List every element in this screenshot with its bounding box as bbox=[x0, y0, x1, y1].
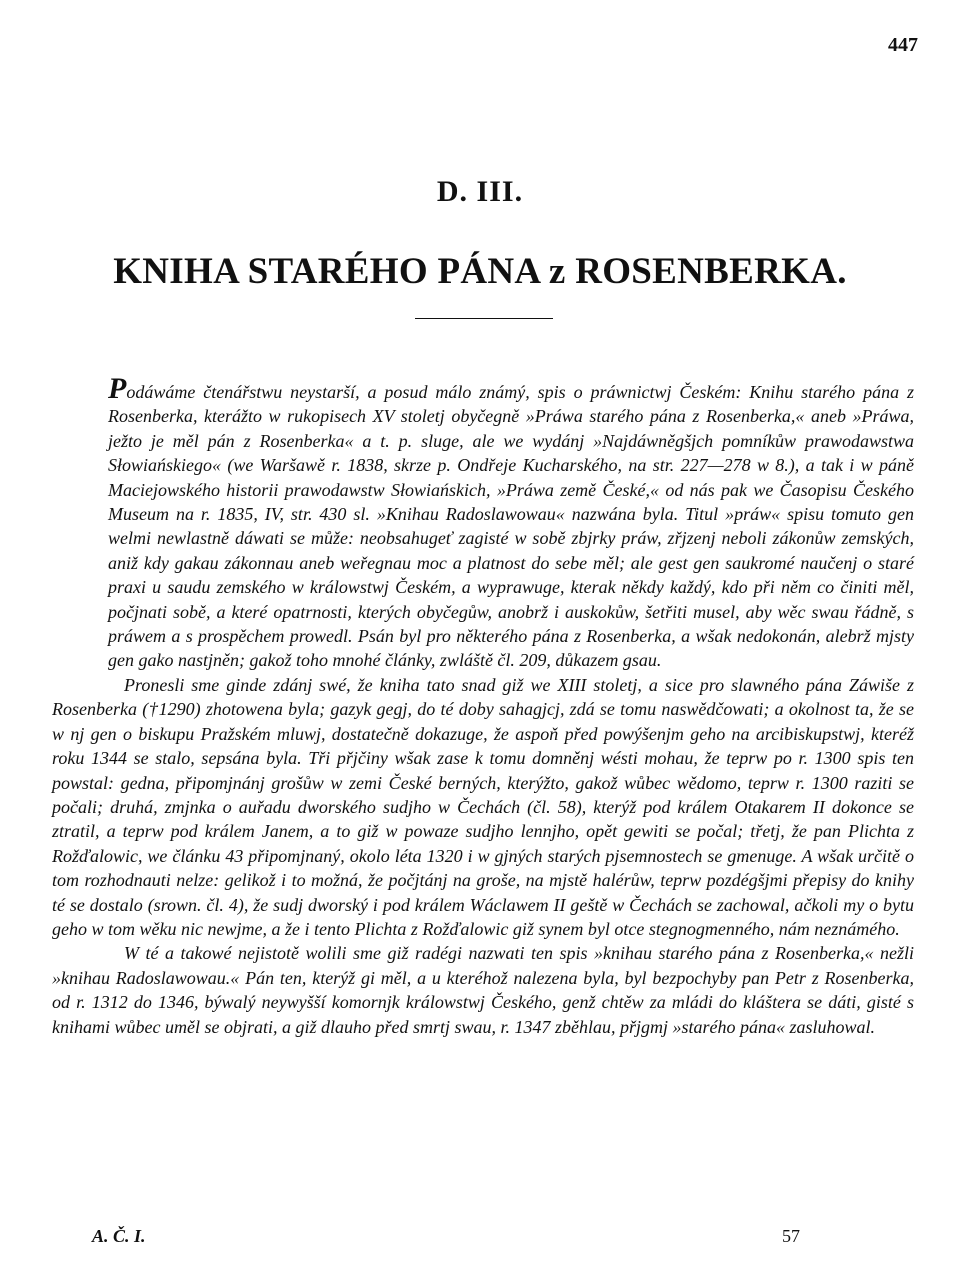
paragraph-1-text: odáwáme čtenářstwu neystarší, a posud málo známý, spis o práwnictwj Českém: Knihu starého pána z Rosenberka, kterážto w rukopisech XV stoletj obyčegně »Práwa starého pána z Rosenberka,« aneb »Práwa, ježto je měl pán z Rosenberka« a t. p. sluge, ale we wydánj »Najdáwněgšjch pomníkůw prawodawstwa Słowiańskiego« (we Waršawě r. 1838, skrze p. Ondřeje Kucharského, na str. 227—278 w 8.), a tak i w páně Maciejowského historii prawodawstw Słowiańskich, »Práwa země České,« od nás pak we Časopisu Českého Museum na r. 1835, IV, str. 430 sl. »Knihau Radoslawowau« nazwána byla. Titul »práw« spisu tomuto gen welmi newlastně dáwati se může: neobsahugeť zagisté w sobě zbjrky práw, zřjzenj neboli zákonůw zemských, aniž kdy gakau zákonnau aneb weřegnau moc a platnost do sebe měl; ale gest gen saukromé naučenj o staré praxi u saudu zemského w králowstwj Českém, a wyprawuge, kterak někdy každý, kdo při něm co činiti měl, počjnati sobě, a které opatrnosti, kterých obyčegůw, anobrž i auskokůw, šetřiti musel, aby wěc swau řádně, s práwem a s prospěchem prowedl. Psán byl pro některého pána z Rosenberka, a wšak nedokonán, alebrž mjsty gen gako nastjněn; gakož toho mnohé články, zwláště čl. 209, důkazem gsau. bbox=[108, 382, 914, 671]
page-title: KNIHA STARÉHO PÁNA z ROSENBERKA. bbox=[113, 251, 847, 292]
paragraph-3: W té a takowé nejistotě wolili sme giž radégi nazwati ten spis »knihau starého pána z Rosenberka,« nežli »knihau Radoslawowau.« Pán ten, kterýž gi měl, a u kteréhož nalezena byla, byl bezpochyby pan Petr z Rosenberka, od r. 1312 do 1346, býwalý neywyšší komornjk králowstwj Českého, genž chtěw za mládi do kláštera se dáti, gisté s knihami wůbec uměl se objrati, a giž dlauho před smrtj swau, r. 1347 zběhlau, přjgmj »starého pána« zasluhowal. bbox=[52, 943, 914, 1037]
signature-mark: A. Č. I. bbox=[92, 1226, 146, 1246]
title-divider bbox=[415, 318, 553, 319]
section-label: D. III. bbox=[436, 175, 524, 208]
paragraph-2: Pronesli sme ginde zdánj swé, že kniha tato snad giž we XIII stoletj, a sice pro slawného pána Záwiše z Rosenberka (†1290) zhotowena byla; gazyk gegj, do té doby sahagjcj, zdá se tomu naswědčowati; a okolnost ta, že se w nj gen o biskupu Pražském mluwj, dostatečně dokazuge, že aspoň před powýšenjm geho na arcibiskupstwj, kteréž roku 1344 se stalo, sepsána byla. Tři přjčiny wšak zase k tomu domněnj wésti mohau, že teprw po r. 1300 spis ten powstal: gedna, připomjnánj grošůw w zemi České berných, kterýžto, gakož wůbec wědomo, teprw r. 1300 raziti se počali; druhá, zmjnka o auřadu dworského sudjho w Čechách (čl. 58), kterýž pod králem Otakarem II dokonce se ztratil, a teprw pod králem Janem, a to giž w powaze sudjho lennjho, opět gewiti se počal; třetj, že pan Plichta z Rožďalowic, we článku 43 připomjnaný, okolo léta 1320 i w gjných starých pjsemnostech se gmenuge. A wšak určitě o tom rozhodnauti nelze: gelikož i to možná, že počjtánj na groše, na mjstě halérůw, teprw pozdégšjmi přepisy do knihy té se dostalo (srown. čl. 4), že sudj dworský i pod králem Wáclawem II geště w Čechách se zachowal, ačkoli my o bytu geho w tom wěku nic newjme, a že i tento Plichta z Rožďalowic giž synem byl otce stegnogmenného, nám neznámého. bbox=[52, 674, 914, 939]
sheet-number: 57 bbox=[782, 1226, 800, 1246]
body-text bbox=[52, 372, 914, 1039]
dropcap: P bbox=[108, 372, 127, 405]
page-number: 447 bbox=[888, 34, 918, 56]
paragraph-1 bbox=[52, 372, 914, 673]
